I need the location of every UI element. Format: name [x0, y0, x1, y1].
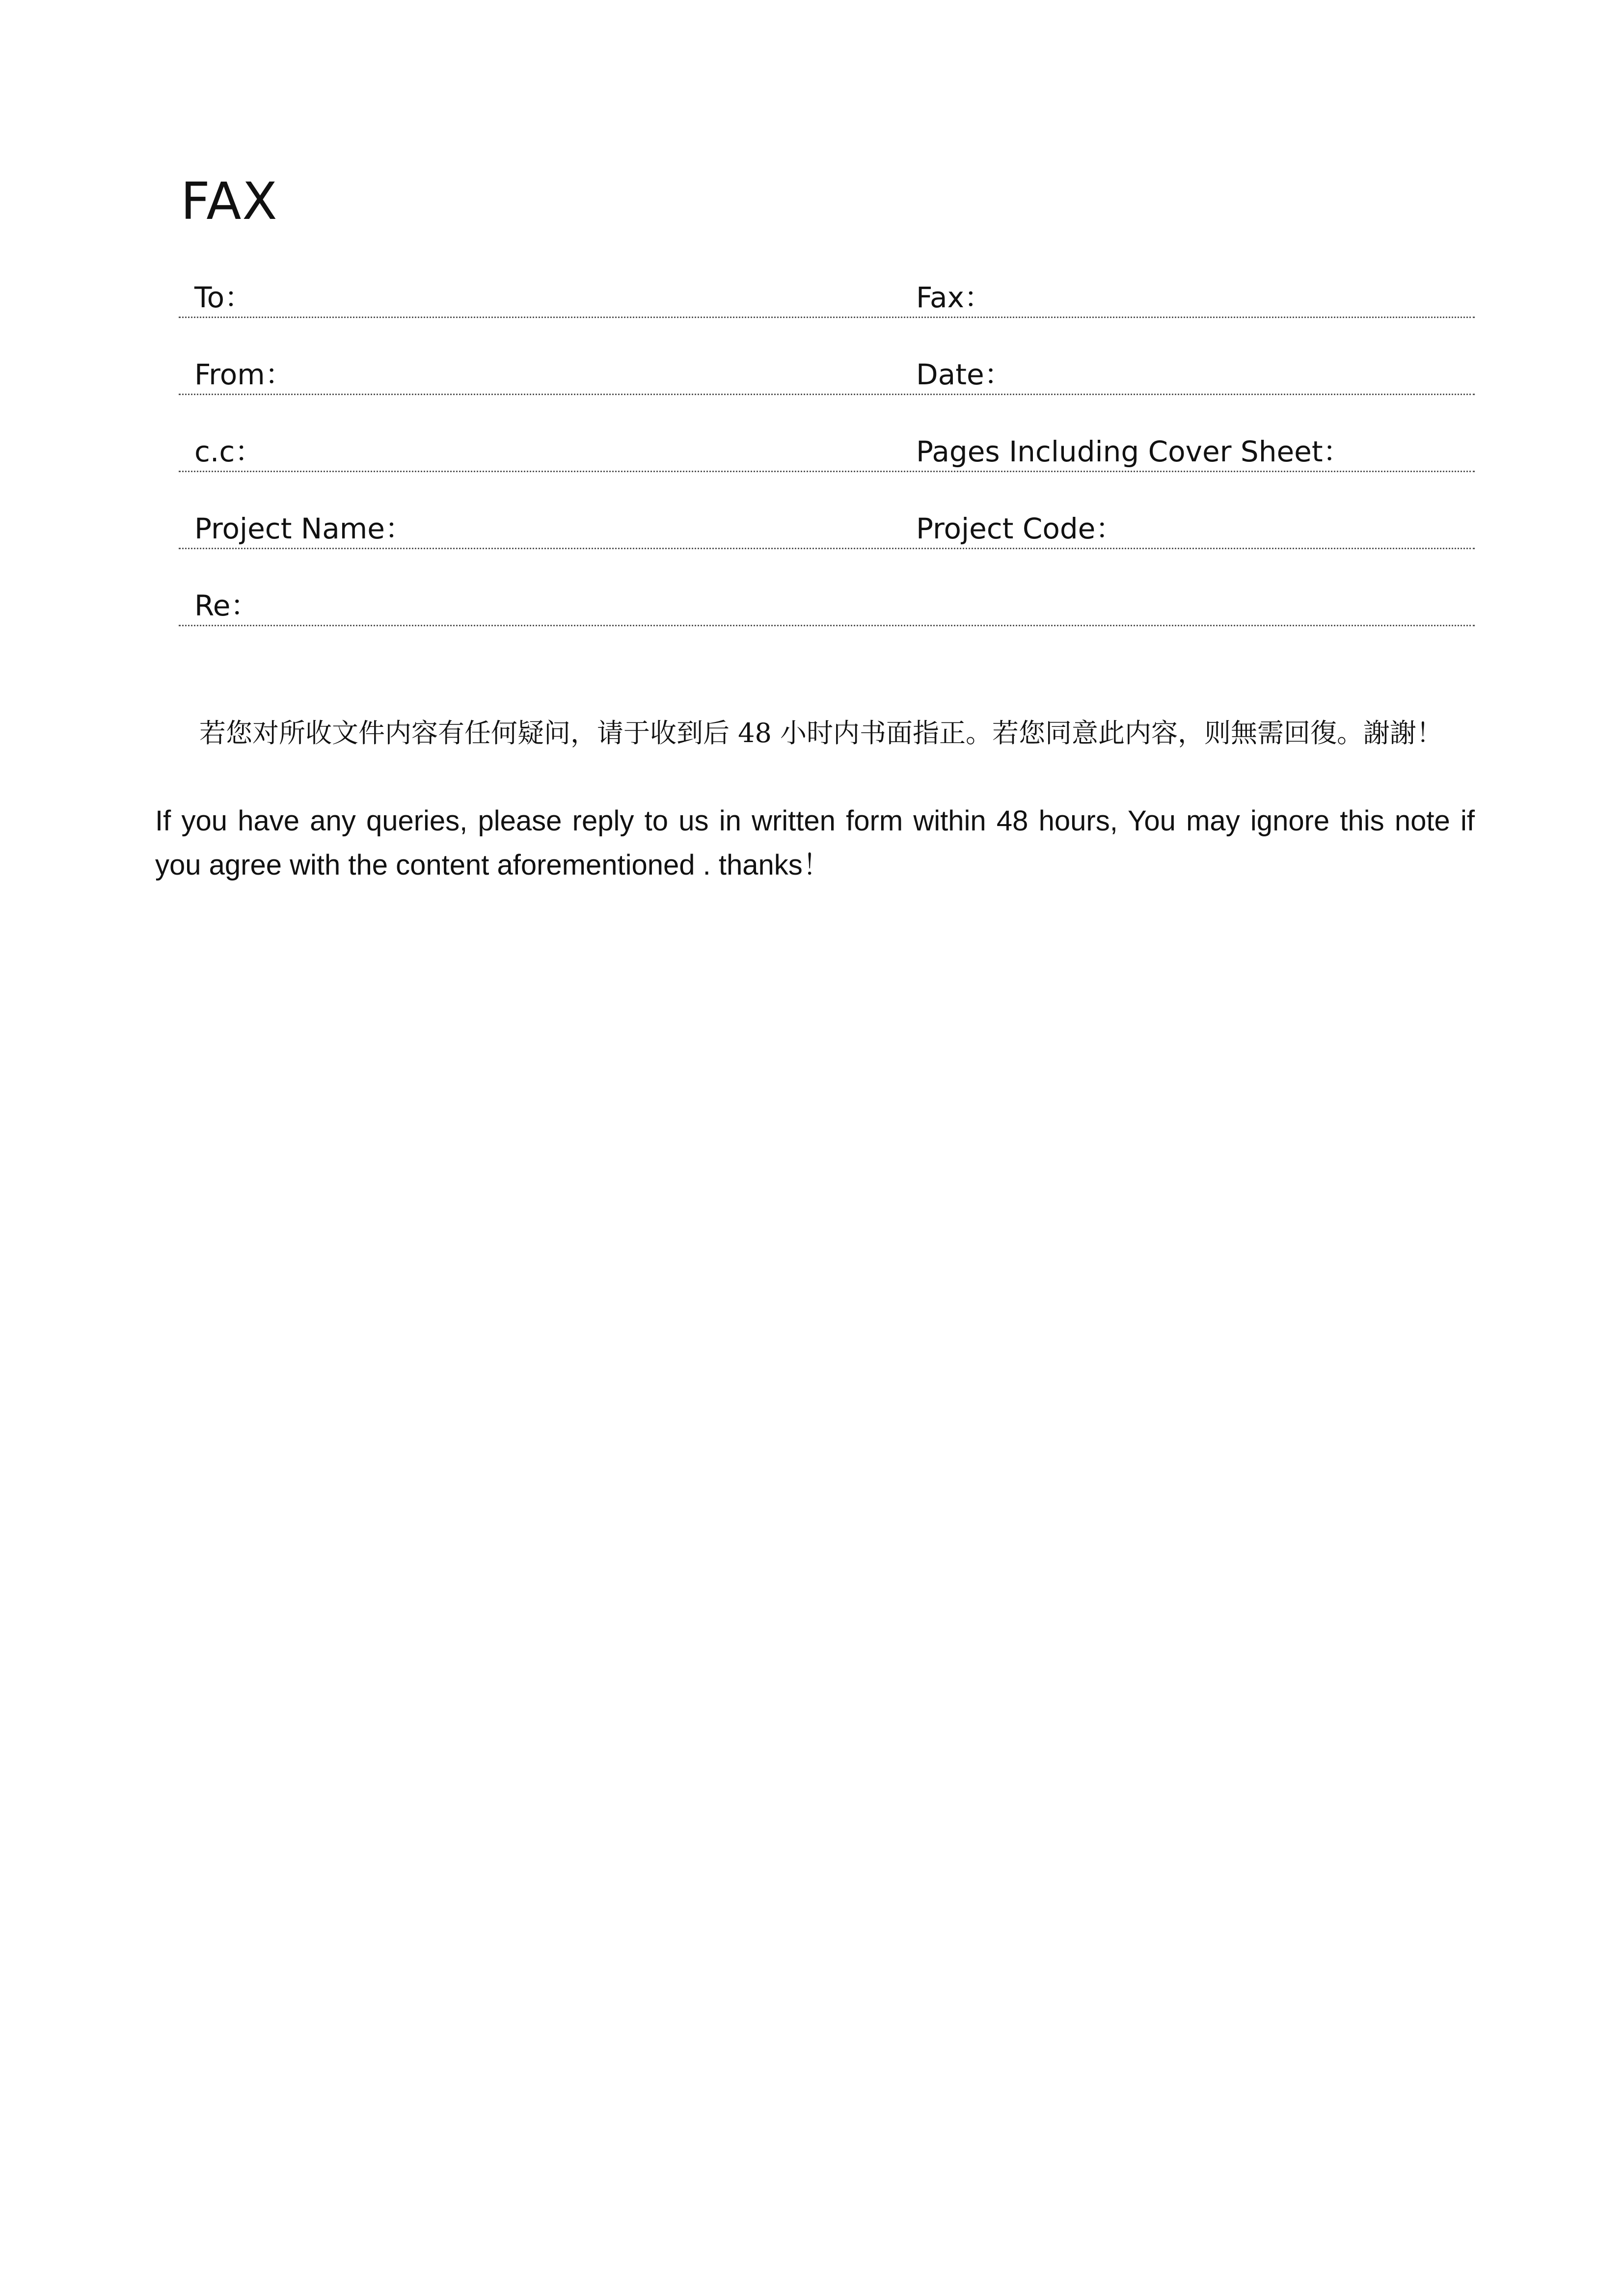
field-row-from-date	[179, 318, 1475, 395]
project-name-label: Project Name：	[194, 512, 413, 545]
fax-label: Fax：	[916, 281, 993, 314]
project-code-label: Project Code：	[916, 512, 1124, 545]
field-row-cc-pages	[179, 395, 1475, 472]
pages-label: Pages Including Cover Sheet：	[916, 435, 1352, 468]
header-fields	[179, 275, 1475, 626]
to-label: To：	[194, 281, 253, 314]
cc-label: c.c：	[194, 435, 264, 468]
field-row-project	[179, 472, 1475, 549]
page-title: FAX	[181, 171, 278, 231]
date-label: Date：	[916, 358, 1013, 391]
chinese-notice: 若您对所收文件内容有任何疑问，请于收到后 48 小时内书面指正。若您同意此内容，则無需回復。謝謝！	[199, 718, 1443, 748]
field-row-re	[179, 549, 1475, 626]
english-notice: If you have any queries, please reply to us in written form within 48 hours, You may ignore this note if you agree with the content aforementioned . thanks！	[155, 805, 1475, 881]
from-label: From：	[194, 358, 294, 391]
field-row-to-fax	[179, 275, 1475, 318]
re-label: Re：	[194, 589, 259, 622]
